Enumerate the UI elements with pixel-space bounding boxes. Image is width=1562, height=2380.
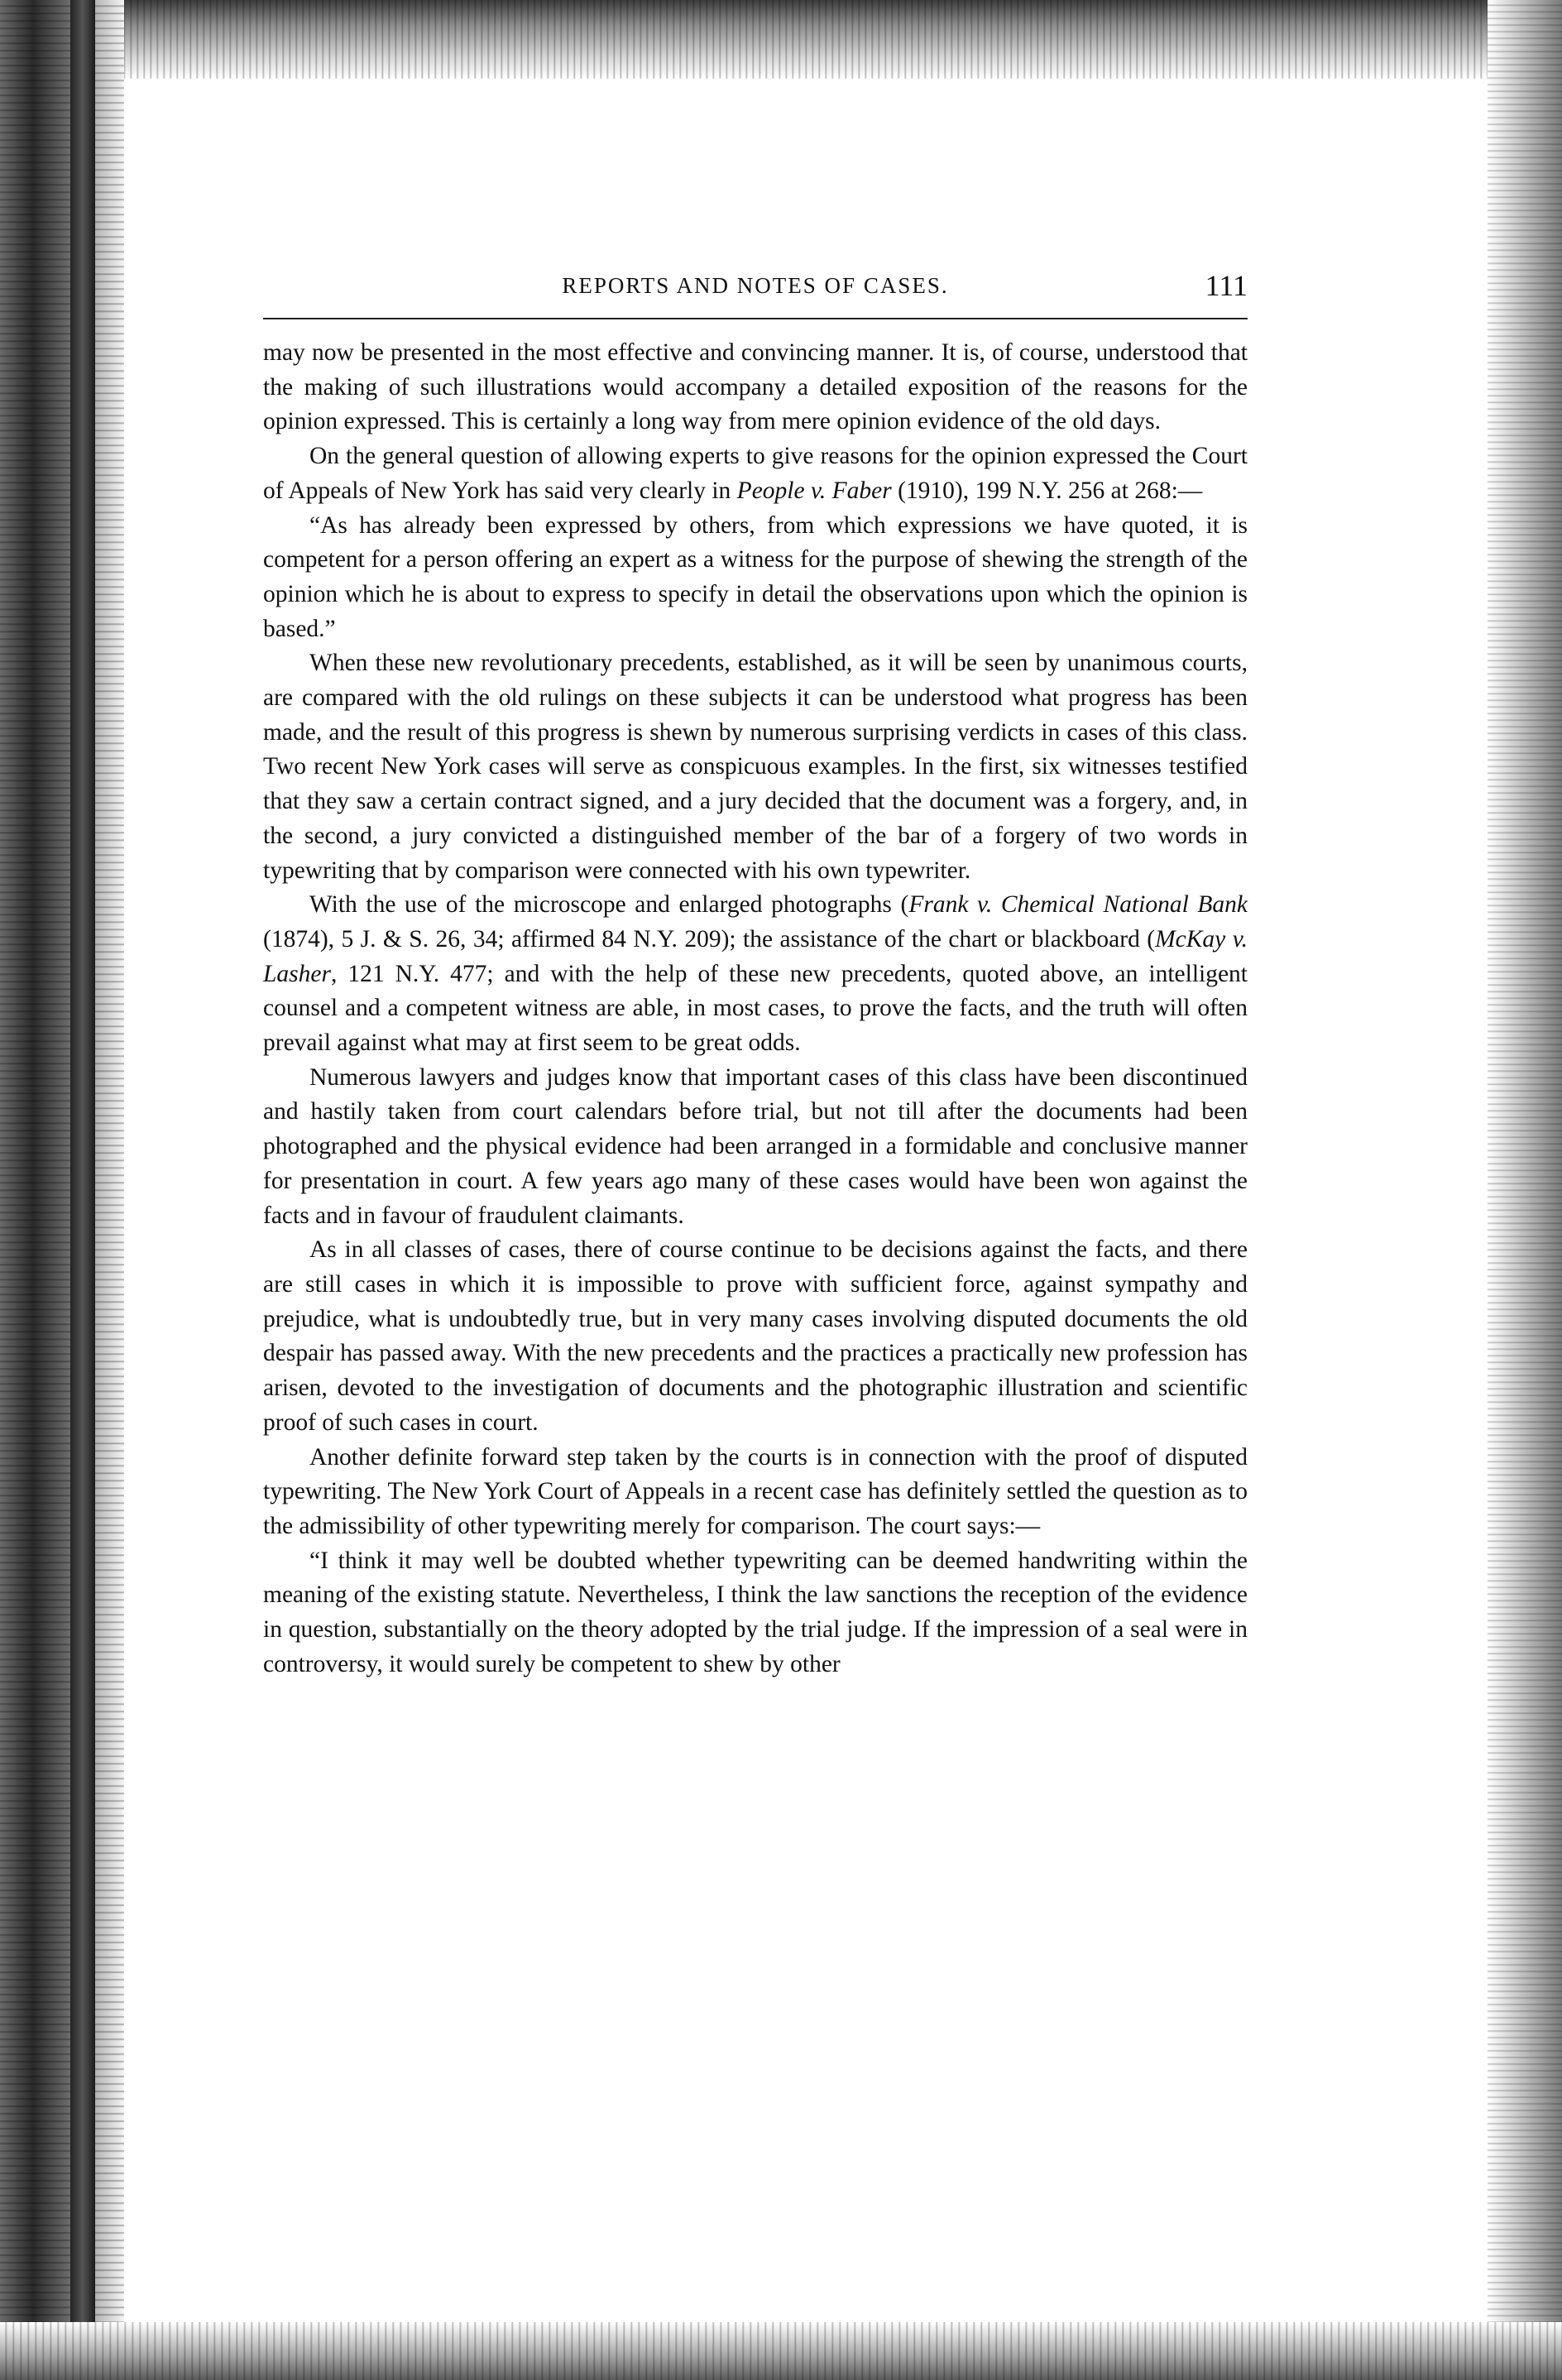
scan-border-top: [0, 0, 1562, 79]
paragraph-5-text-a: With the use of the microscope and enlarged photographs (: [309, 891, 909, 919]
paragraph-2: [263, 439, 1248, 508]
paragraph-7: As in all classes of cases, there of course continue to be decisions against the facts, and there are still cases in which it is impossible to prove with sufficient force, against sympathy and prejudice, what is undoubtedly true, but in very many cases involving disputed documents the old despair has passed away. With the new precedents and the practices a practically new profession has arisen, devoted to the investigation of documents and the photographic illustration and scientific proof of such cases in court.: [263, 1236, 1248, 1436]
case-citation-frank-v-chemical: Frank v. Chemical National Bank: [908, 891, 1248, 919]
binding-shadow: [70, 0, 95, 2380]
page-number: 111: [1205, 269, 1248, 302]
paragraph-1: may now be presented in the most effective and convincing manner. It is, of course, understood that the making of such illustrations would accompany a detailed exposition of the reasons for the opinion expressed. This is certainly a long way from mere opinion evidence of the old days.: [263, 339, 1248, 435]
paragraph-4: When these new revolutionary precedents, established, as it will be seen by unanimous courts, are compared with the old rulings on these subjects it can be understood what progress has been made, and the result of this progress is shewn by numerous surprising verdicts in cases of this class. Two recent New York cases will serve as conspicuous examples. In the first, six witnesses testified that they saw a certain contract signed, and a jury decided that the document was a forgery, and, in the second, a jury convicted a distinguished member of the bar of a forgery of two words in typewriting that by comparison were connected with his own typewriter.: [263, 650, 1248, 884]
running-head: [263, 269, 1248, 314]
body-text: [263, 336, 1248, 1682]
quotation-2: “I think it may well be doubted whether typewriting can be deemed handwriting within the meaning of the existing statute. Nevertheless, I think the law sanctions the reception of the evidence in question, substantially on the theory adopted by the trial judge. If the impression of a seal were in controversy, it would surely be competent to shew by other: [263, 1547, 1248, 1677]
paragraph-5-text-c: , 121 N.Y. 477; and with the help of these new precedents, quoted above, an intelligent counsel and a competent witness are able, in most cases, to prove the facts, and the truth will often prevail against what may at first seem to be great odds.: [263, 960, 1248, 1057]
page: [263, 269, 1248, 1682]
paragraph-2-text-a: On the general question of allowing experts to give reasons for the opinion expressed the Court of Appeals of New York has said very clearly in: [263, 443, 1248, 504]
paragraph-5: [263, 888, 1248, 1061]
header-rule: [263, 318, 1248, 319]
paragraph-8: Another definite forward step taken by the courts is in connection with the proof of disputed typewriting. The New York Court of Appeals in a recent case has definitely settled the question as to the admissibility of other typewriting merely for comparison. The court says:—: [263, 1443, 1248, 1539]
paragraph-2-text-b: (1910), 199 N.Y. 256 at 268:—: [891, 477, 1203, 504]
scan-border-right: [1488, 0, 1562, 2380]
scan-border-left: [0, 0, 124, 2380]
case-citation-mckay-v-lasher: McKay v. Lasher: [263, 925, 1248, 987]
paragraph-6: Numerous lawyers and judges know that important cases of this class have been discontinued and hastily taken from court calendars before trial, but not till after the documents had been photographed and the physical evidence had been arranged in a formidable and conclusive manner for presentation in court. A few years ago many of these cases would have been won against the facts and in favour of fraudulent claimants.: [263, 1063, 1248, 1229]
running-title: REPORTS AND NOTES OF CASES.: [562, 273, 949, 298]
quotation-1: “As has already been expressed by others, from which expressions we have quoted, it is competent for a person offering an expert as a witness for the purpose of shewing the strength of the opinion which he is about to express to specify in detail the observations upon which the opinion is based.”: [263, 511, 1248, 642]
scan-border-bottom: [0, 2322, 1562, 2380]
case-citation-people-v-faber: People v. Faber: [736, 477, 892, 504]
paragraph-5-text-b: (1874), 5 J. & S. 26, 34; affirmed 84 N.Y. 209); the assistance of the chart or blackboard (: [263, 925, 1156, 952]
